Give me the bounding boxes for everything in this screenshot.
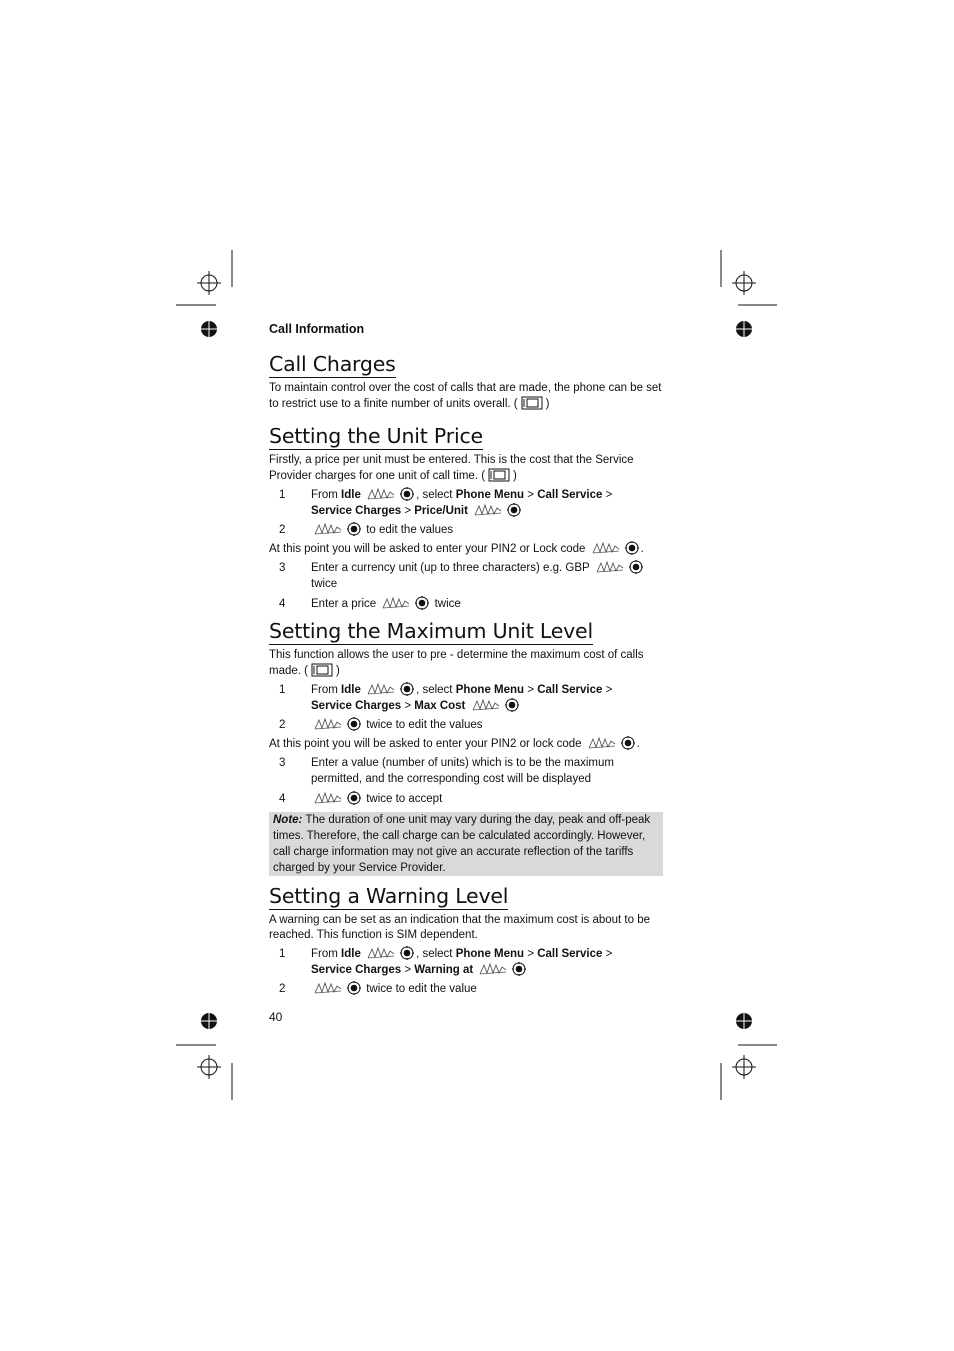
select-key-icon [621, 736, 635, 750]
select-key-icon [347, 522, 361, 536]
section-title: Setting a Warning Level [269, 884, 509, 908]
section-title: Setting the Unit Price [269, 424, 483, 448]
step: 2 twice to edit the values [279, 719, 483, 731]
step: 1 From Idle , select Phone Menu > Call Service > Service Charges > Max Cost [279, 684, 613, 712]
section-title: Call Charges [269, 352, 396, 376]
select-key-icon [512, 962, 526, 976]
paragraph: This function allows the user to pre - determine the maximum cost of calls made. ( ) [269, 649, 644, 677]
navigate-icon [313, 981, 343, 995]
step: 4 twice to accept [279, 793, 443, 805]
step: 1 From Idle , select Phone Menu > Call Service > Service Charges > Price/Unit [279, 489, 613, 517]
step: 1 From Idle , select Phone Menu > Call Service > Service Charges > Warning at [279, 948, 613, 976]
step: 2 twice to edit the value [279, 983, 477, 995]
section-title: Setting the Maximum Unit Level [269, 619, 593, 643]
navigate-icon [471, 698, 501, 712]
section-call-charges [269, 352, 663, 412]
select-key-icon [347, 791, 361, 805]
navigate-icon [366, 946, 396, 960]
step: 3 Enter a value (number of units) which is to be the maximum permitted, and the corresponding cost will be displayed [279, 757, 614, 785]
select-key-icon [505, 698, 519, 712]
paragraph: Firstly, a price per unit must be entered. This is the cost that the Service Provider charges for one unit of call time. ( ) [269, 454, 634, 482]
select-key-icon [415, 596, 429, 610]
step: 2 to edit the values [279, 524, 454, 536]
navigate-icon [313, 717, 343, 731]
paragraph: A warning can be set as an indication that the maximum cost is about to be reached. This function is SIM dependent. [269, 914, 650, 941]
running-head: Call Information [269, 322, 365, 336]
navigate-icon [366, 682, 396, 696]
sim-card-icon [487, 468, 511, 482]
select-key-icon [400, 487, 414, 501]
navigate-icon [313, 791, 343, 805]
step: 3 Enter a currency unit (up to three characters) e.g. GBP twice [269, 560, 663, 592]
note-box: Note: The duration of one unit may vary during the day, peak and off-peak times. Therefore, the call charge can be calculated accordingly. However, call charge information may not give an accurate reflection of the tariffs charged by your Service Provider. [269, 812, 663, 876]
navigate-icon [473, 503, 503, 517]
paragraph: To maintain control over the cost of calls that are made, the phone can be set to restrict use to a finite number of units overall. ( ) [269, 382, 662, 410]
select-key-icon [629, 560, 643, 574]
registration-mark-icon [686, 1005, 786, 1105]
page-number: 40 [269, 1010, 283, 1024]
paragraph: At this point you will be asked to enter your PIN2 or Lock code . [269, 543, 644, 555]
section-unit-price [269, 424, 663, 612]
navigate-icon [591, 541, 621, 555]
step: 4 Enter a price twice [279, 598, 461, 610]
navigate-icon [587, 736, 617, 750]
paragraph: At this point you will be asked to enter your PIN2 or lock code . [269, 738, 640, 750]
registration-mark-icon [170, 245, 270, 345]
section-max-unit-level [269, 619, 663, 876]
select-key-icon [347, 981, 361, 995]
select-key-icon [400, 682, 414, 696]
section-warning-level [269, 884, 663, 997]
select-key-icon [400, 946, 414, 960]
navigate-icon [313, 522, 343, 536]
select-key-icon [347, 717, 361, 731]
sim-card-icon [520, 396, 544, 410]
navigate-icon [478, 962, 508, 976]
select-key-icon [507, 503, 521, 517]
registration-mark-icon [686, 245, 786, 345]
navigate-icon [366, 487, 396, 501]
sim-card-icon [310, 663, 334, 677]
navigate-icon [595, 560, 625, 574]
select-key-icon [625, 541, 639, 555]
registration-mark-icon [170, 1005, 270, 1105]
navigate-icon [381, 596, 411, 610]
